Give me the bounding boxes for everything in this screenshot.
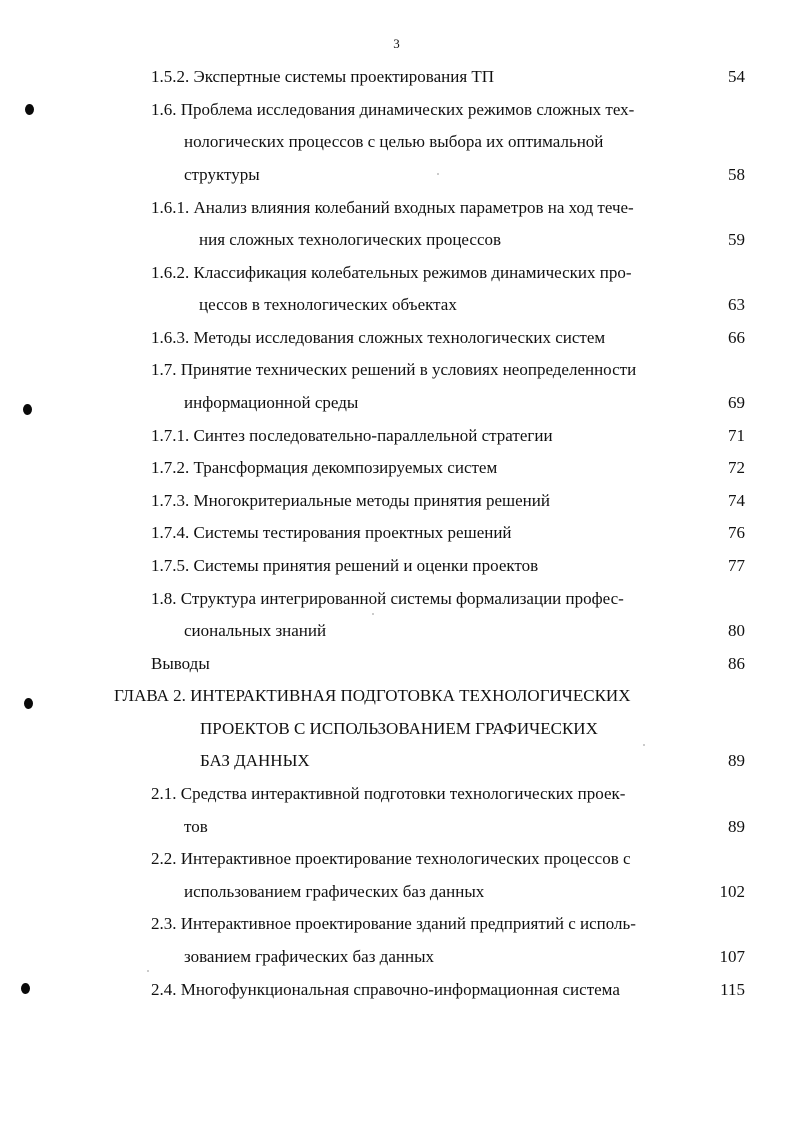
toc-line	[0, 454, 793, 482]
toc-page-number: 89	[728, 751, 745, 770]
toc-entry-text: 1.6.2. Классификация колебательных режимов динамических про-	[151, 263, 632, 282]
toc-entry-text: 1.6.3. Методы исследования сложных технологических систем	[151, 328, 606, 347]
toc-entry-text: ния сложных технологических процессов	[199, 230, 502, 249]
toc-entry-text: 1.7.3. Многокритериальные методы принятия решений	[151, 491, 550, 510]
toc-line	[0, 356, 793, 384]
toc-line	[0, 194, 793, 222]
toc-entry-text: сиональных знаний	[184, 621, 327, 640]
toc-entry-text: 1.7.4. Системы тестирования проектных решений	[151, 523, 512, 542]
toc-entry-text: 1.7.2. Трансформация декомпозируемых систем	[151, 458, 498, 477]
toc-entry-text: 1.7. Принятие технических решений в условиях неопределенности	[151, 360, 637, 379]
toc-line	[0, 780, 793, 808]
toc-line	[0, 617, 793, 645]
toc-page-number: 80	[728, 621, 745, 640]
toc-line	[0, 389, 793, 417]
toc-line	[0, 487, 793, 515]
toc-line	[0, 715, 793, 743]
toc-page-number: 102	[719, 882, 745, 901]
toc-entry-text: 1.8. Структура интегрированной системы формализации профес-	[151, 589, 624, 608]
toc-page-number: 86	[728, 654, 745, 673]
toc-line	[0, 878, 793, 906]
toc-line	[0, 161, 793, 189]
binder-hole-mark	[23, 404, 32, 415]
toc-entry-text: 1.6.1. Анализ влияния колебаний входных параметров на ход тече-	[151, 198, 634, 217]
toc-entry-text: 1.7.5. Системы принятия решений и оценки проектов	[151, 556, 539, 575]
binder-hole-mark	[25, 104, 34, 115]
binder-hole-mark	[21, 983, 30, 994]
toc-entry-text: 1.7.1. Синтез последовательно-параллельной стратегии	[151, 426, 553, 445]
toc-line	[0, 63, 793, 91]
toc-entry-text: 2.4. Многофункциональная справочно-информационная система	[151, 980, 620, 999]
scan-speck	[147, 970, 149, 972]
toc-entry-text: БАЗ ДАННЫХ	[200, 751, 310, 770]
toc-page-number: 74	[728, 491, 745, 510]
toc-entry-text: структуры	[184, 165, 260, 184]
toc-page-number: 77	[728, 556, 745, 575]
toc-line	[0, 650, 793, 678]
page-number: 3	[393, 36, 400, 51]
toc-line	[0, 813, 793, 841]
toc-entry-text: тов	[184, 817, 208, 836]
toc-line	[0, 226, 793, 254]
toc-page-number: 58	[728, 165, 745, 184]
toc-page-number: 115	[720, 980, 745, 999]
toc-line	[0, 747, 793, 775]
toc-page-number: 107	[719, 947, 745, 966]
toc-page-number: 76	[728, 523, 745, 542]
toc-entry-text: 2.3. Интерактивное проектирование зданий предприятий с исполь-	[151, 914, 636, 933]
toc-page-number: 59	[728, 230, 745, 249]
toc-page-number: 89	[728, 817, 745, 836]
toc-entry-text: ГЛАВА 2. ИНТЕРАКТИВНАЯ ПОДГОТОВКА ТЕХНОЛОГИЧЕСКИХ	[114, 686, 631, 705]
scan-speck	[643, 744, 645, 746]
toc-line	[0, 552, 793, 580]
toc-line	[0, 259, 793, 287]
toc-line	[0, 128, 793, 156]
toc-line	[0, 845, 793, 873]
toc-entry-text: зованием графических баз данных	[184, 947, 434, 966]
toc-entry-text: использованием графических баз данных	[184, 882, 485, 901]
toc-entry-text: ПРОЕКТОВ С ИСПОЛЬЗОВАНИЕМ ГРАФИЧЕСКИХ	[200, 719, 598, 738]
toc-entry-text: 2.1. Средства интерактивной подготовки технологических проек-	[151, 784, 626, 803]
toc-entry-text: информационной среды	[184, 393, 359, 412]
toc-page-number: 72	[728, 458, 745, 477]
toc-entry-text: 1.5.2. Экспертные системы проектирования ТП	[151, 67, 495, 86]
toc-line	[0, 910, 793, 938]
toc-line	[0, 682, 793, 710]
toc-line	[0, 943, 793, 971]
scan-speck	[437, 173, 439, 175]
toc-entry-text: Выводы	[151, 654, 210, 673]
toc-page-number: 66	[728, 328, 745, 347]
binder-hole-mark	[24, 698, 33, 709]
toc-entry-text: нологических процессов с целью выбора их оптимальной	[184, 132, 604, 151]
toc-page-number: 71	[728, 426, 745, 445]
toc-page-number: 54	[728, 67, 745, 86]
toc-entry-text: 1.6. Проблема исследования динамических режимов сложных тех-	[151, 100, 635, 119]
scan-speck	[372, 613, 374, 615]
toc-line	[0, 585, 793, 613]
toc-line	[0, 519, 793, 547]
toc-line	[0, 96, 793, 124]
toc-entry-text: цессов в технологических объектах	[199, 295, 457, 314]
toc-line	[0, 324, 793, 352]
toc-page-number: 69	[728, 393, 745, 412]
toc-line	[0, 976, 793, 1004]
toc-entry-text: 2.2. Интерактивное проектирование технологических процессов с	[151, 849, 631, 868]
toc-line	[0, 291, 793, 319]
toc-page-number: 63	[728, 295, 745, 314]
toc-line	[0, 422, 793, 450]
